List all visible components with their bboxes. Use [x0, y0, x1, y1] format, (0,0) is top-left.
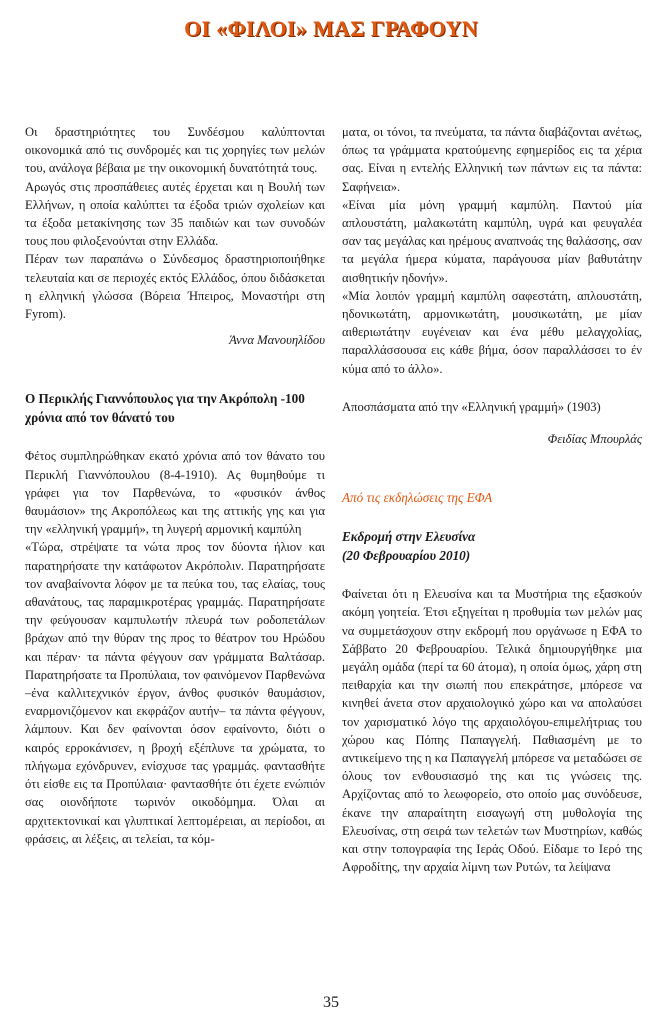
article-paragraph: Φέτος συμπληρώθηκαν εκατό χρόνια από τον θάνατο του Περικλή Γιαννόπουλου (8-4-1910). Ας θυμηθούμε τι γράφει για τον Παρθενώνα, το «φυσικόν άνθος θαυμάσιον» της Ακροπόλεως και της αττικής γης και για την «ελληνική γραμμή», τη λυγερή αρμονική καμπύλη — [25, 449, 325, 537]
article-quote: «Τώρα, στρέψατε τα νώτα προς τον δύοντα ήλιον και παρατηρήσατε την κατάφωτον Ακρόπολιν. Παρατηρήσατε τον αναβαίνοντα λόφον με τα πεύκα του, τας ελαίας, τους αθανάτους, τας παραμικροτέρας γραμμάς. Παρατηρήσατε την φεύγουσαν καμπυλωτήν πλευρά των ροδοπετάλων βράχων από την θύραν της προς το θέατρον του Ηρώδου και πέραν· τα πάντα φέγγουν σαν γράμματα Βαλτάσαρ. Παρατηρήσατε τα Προπύλαια, τον φαινόμενον Παρθενώνα –ένα καλλιτεχνικόν έργον, άνθος φυσικόν θαυμάσιον, εναρμονιζόμενον και εκφράζον αυτήν– τα πάντα φέγγουν, λάμπουν. Και δεν φαίνονται όσον εφαίνοντο, διότι ο καιρός ερροκάνισεν, η βροχή εξέπλυνε τα χρώματα, το πλήγωμα εχόνδρυνεν, ενίσχυσε τας γραμμάς. φαντασθήτε ότι είσθε εις τα Προπύλαια· φαντασθήτε ότι έχετε ενώπιόν σας οιονδήποτε τωρινόν οικοδόμημα. Όλαι αι αρχιτεκτονικαί και γλυπτικαί λεπτομέρειαι, αι περίοδοι, αι φράσεις, αι λέξεις, αι τελείαι, τα κόμ- — [25, 540, 325, 846]
article-signature: Φειδίας Μπουρλάς — [547, 432, 642, 447]
section-heading: Από τις εκδηλώσεις της ΕΦΑ — [342, 490, 493, 506]
quote-paragraph-3: «Μία λοιπόν γραμμή καμπύλη σαφεστάτη, απλουστάτη, ηδονικωτάτη, αρμονικωτάτη, μουσικωτάτη, με μίαν αιθεριωτάτην ευγένειαν και ένα μέθυ μελαγχολίας, παραλλάσσουσα εις κάθε βήμα, όσον παραλλάσσει το έν κύμα από το άλλο». — [342, 288, 642, 376]
right-column — [342, 123, 642, 877]
left-column — [25, 123, 325, 848]
event-title: Εκδρομή στην Ελευσίνα — [342, 529, 476, 545]
event-paragraph: Φαίνεται ότι η Ελευσίνα και τα Μυστήρια της εξασκούν ακόμη γοητεία. Έτσι εξηγείται η προθυμία των μελών μας να συμμετάσχουν στην εκδρομή που οργάνωσε η ΕΦΑ το Σάββατο 20 Φεβρουαρίου. Τελικά δημιουργήθηκε μια μεγάλη ομάδα (περί τα 60 άτομα), η οποία όμως, χάρη στη πειθαρχία και την σιωπή που επεκράτησε, μπόρεσε να κινηθεί άνετα στον αρχαιολογικό χώρο και να απολαύσει τον χαρισματικό λόγο της αρχαιολόγου-επιμελήτριας του χώρου κας Πόπης Παπαγγελή. Παθιασμένη με το αντικείμενο της η κα Παπαγγελή μπόρεσε να μεταδώσει σε όλους τον ενθουσιασμό της και τις γνώσεις της. Αρχίζοντας από το λεωφορείο, στο οποίο μας συνόδευσε, έκανε την απαραίτητη εισαγωγή στη μυθολογία της Ελευσίνας, στη σειρά των τελετών των Μυστηρίων, καθώς και στην τοπογραφία της Ιεράς Οδού. Είδαμε το Ιερό της Αφροδίτης, την αρχαία λίμνη των Ρυτών, τα λείψανα — [342, 587, 642, 875]
intro-paragraph-3: Πέραν των παραπάνω ο Σύνδεσμος δραστηριοποιήθηκε τελευταία και σε περιοχές εκτός Ελλάδος, όπου διδάσκεται η ελληνική γλώσσα (Βόρεια Ήπειρος, Μοναστήρι στη Fyrom). — [25, 252, 325, 322]
article-heading: Ο Περικλής Γιαννόπουλος για την Ακρόπολη -100 χρόνια από τον θάνατό του — [25, 391, 305, 426]
intro-paragraph-1: Οι δραστηριότητες του Συνδέσμου καλύπτονται οικονομικά από τις συνδρομές και τις χορηγίες των μελών του, ανάλογα βέβαια με την οικονομική δυνατότητά τους. — [25, 125, 325, 176]
page-number: 35 — [323, 994, 339, 1011]
excerpt-source: Αποσπάσματα από την «Ελληνική γραμμή» (1903) — [342, 399, 601, 414]
quote-paragraph-2: «Είναι μία μόνη γραμμή καμπύλη. Παντού μία απλουστάτη, μαλακωτάτη καμπύλη, υγρά και φευγαλέα σαν τας μεγάλας και ηρέμους αναπνοάς της θαλάσσης, σαν τα μεγάλα ήμερα κύματα, παράγουσα μίαν βαθυτάτην αισθητικήν ηδονήν». — [342, 197, 642, 285]
event-date: (20 Φεβρουαρίου 2010) — [342, 548, 471, 564]
page-title: ΟΙ «ΦΙΛΟΙ» ΜΑΣ ΓΡΑΦΟΥΝ — [184, 16, 478, 41]
quote-continued: ματα, οι τόνοι, τα πνεύματα, τα πάντα διαβάζονται ανέτως, όπως τα γράμματα κρατούμενης εφημερίδος εις τα χέρια σας. Είναι η εντελής Ελληνική των πάντων εις τα πάντα: Σαφήνεια». — [342, 125, 642, 194]
intro-signature: Άννα Μανουηλίδου — [229, 333, 325, 348]
intro-paragraph-2: Αρωγός στις προσπάθειες αυτές έρχεται και η Βουλή των Ελλήνων, η οποία καλύπτει τα έξοδα τριών σχολείων και τα έξοδα μετακίνησης των 35 παιδιών και των συνοδών τους που φιλοξενούνται στην Ελλάδα. — [25, 179, 325, 249]
